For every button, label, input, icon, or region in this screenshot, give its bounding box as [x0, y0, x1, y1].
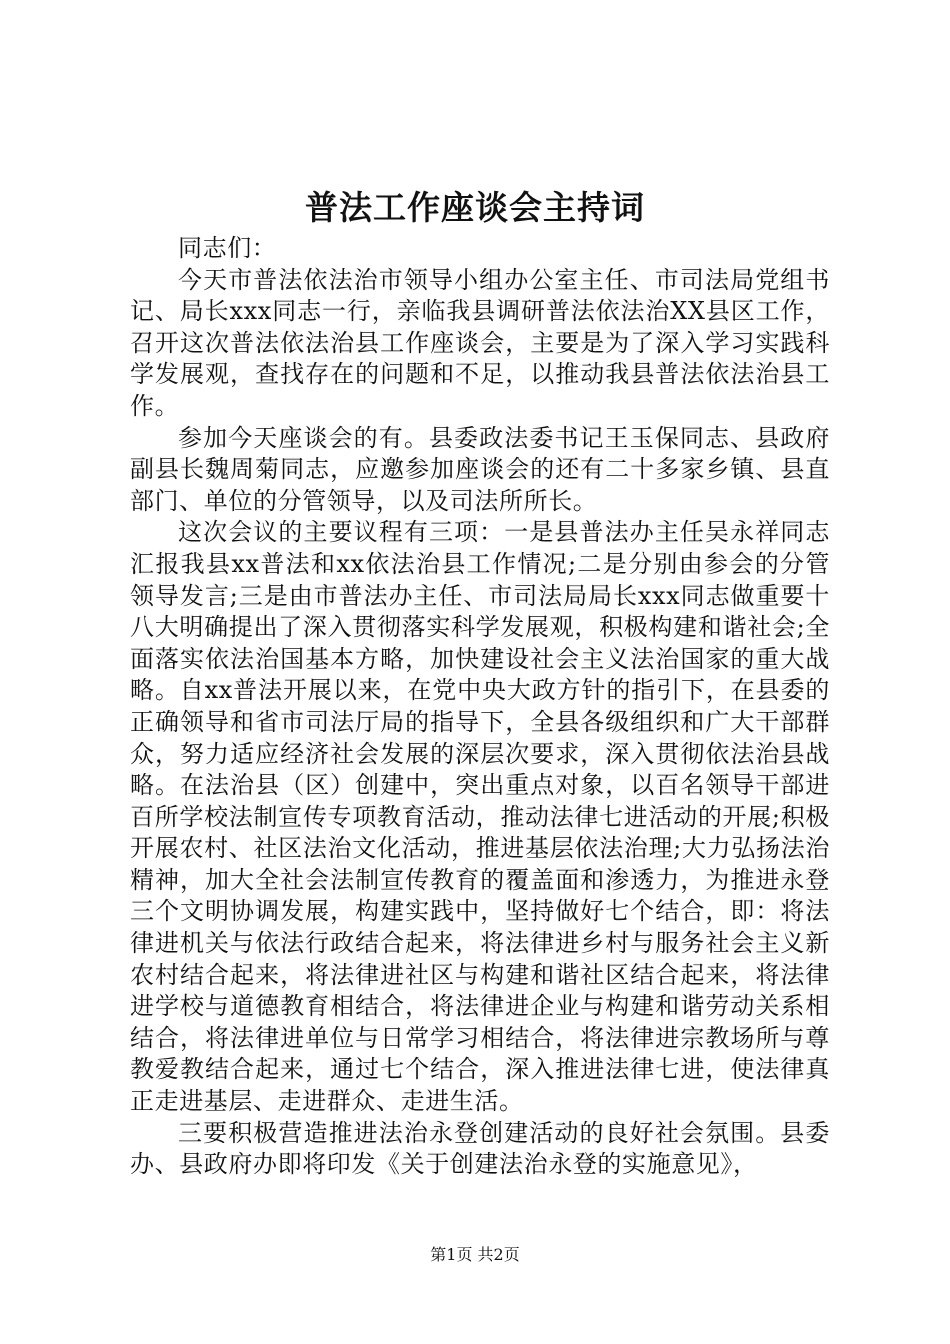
paragraph-atmosphere: 三要积极营造推进法治永登创建活动的良好社会氛围。县委办、县政府办即将印发《关于创建法治永登的实施意见》，: [130, 1118, 830, 1179]
page-number-footer: 第1页 共2页: [430, 1245, 520, 1264]
paragraph-salutation: 同志们：: [178, 234, 277, 262]
document-body: [130, 233, 830, 1181]
document-title: 普法工作座谈会主持词: [305, 188, 645, 227]
paragraph-intro: 今天市普法依法治市领导小组办公室主任、市司法局党组书记、局长xxx同志一行，亲临我县调研普法依法治XX县区工作，召开这次普法依法治县工作座谈会，主要是为了深入学习实践科学发展观，查找存在的问题和不足，以推动我县普法依法治县工作。: [130, 265, 830, 420]
paragraph-attendees: 参加今天座谈会的有。县委政法委书记王玉保同志、县政府副县长魏周菊同志，应邀参加座谈会的还有二十多家乡镇、县直部门、单位的分管领导，以及司法所所长。: [130, 423, 830, 515]
paragraph-agenda: 这次会议的主要议程有三项：一是县普法办主任吴永祥同志汇报我县xx普法和xx依法治县工作情况;二是分别由参会的分管领导发言;三是由市普法办主任、市司法局局长xxx同志做重要十八大明确提出了深入贯彻落实科学发展观，积极构建和谐社会;全面落实依法治国基本方略，加快建设社会主义法治国家的重大战略。自xx普法开展以来，在党中央大政方针的指引下，在县委的正确领导和省市司法厅局的指导下，全县各级组织和广大干部群众，努力适应经济社会发展的深层次要求，深入贯彻依法治县战略。在法治县（区）创建中，突出重点对象，以百名领导干部进百所学校法制宣传专项教育活动，推动法律七进活动的开展;积极开展农村、社区法治文化活动，推进基层依法治理;大力弘扬法治精神，加大全社会法制宣传教育的覆盖面和渗透力，为推进永登三个文明协调发展，构建实践中，坚持做好七个结合，即：将法律进机关与依法行政结合起来，将法律进乡村与服务社会主义新农村结合起来，将法律进社区与构建和谐社区结合起来，将法律进学校与道德教育相结合，将法律进企业与构建和谐劳动关系相结合，将法律进单位与日常学习相结合，将法律进宗教场所与尊教爱教结合起来，通过七个结合，深入推进法律七进，使法律真正走进基层、走进群众、走进生活。: [130, 518, 830, 1116]
